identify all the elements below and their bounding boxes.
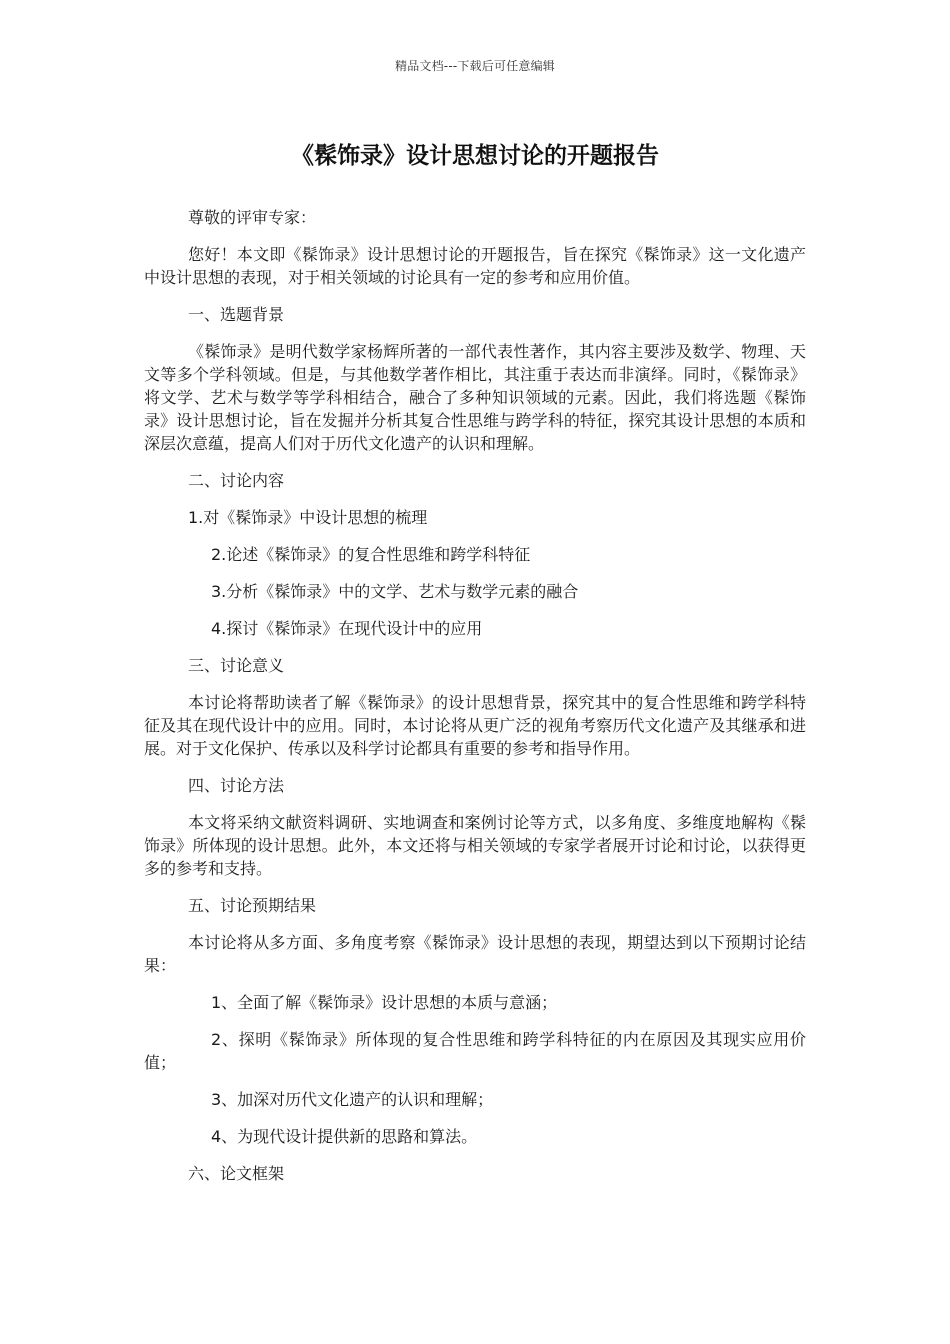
intro-paragraph: 您好！本文即《髹饰录》设计思想讨论的开题报告，旨在探究《髹饰录》这一文化遗产中设计思想的表现，对于相关领域的讨论具有一定的参考和应用价值。 xyxy=(144,245,806,287)
list-item: 4.探讨《髹饰录》在现代设计中的应用 xyxy=(211,619,483,638)
section-heading: 一、选题背景 xyxy=(188,305,285,324)
salutation: 尊敬的评审专家： xyxy=(188,208,317,227)
document-title: 《髹饰录》设计思想讨论的开题报告 xyxy=(291,143,659,169)
body-paragraph: 本文将采纳文献资料调研、实地调查和案例讨论等方式，以多角度、多维度地解构《髹饰录》所体现的设计思想。此外，本文还将与相关领域的专家学者展开讨论和讨论，以获得更多的参考和支持。 xyxy=(144,813,806,878)
body-paragraph: 本讨论将从多方面、多角度考察《髹饰录》设计思想的表现，期望达到以下预期讨论结果： xyxy=(144,933,806,975)
section-heading: 三、讨论意义 xyxy=(188,656,285,675)
list-item: 4、为现代设计提供新的思路和算法。 xyxy=(211,1127,478,1146)
body-paragraph: 本讨论将帮助读者了解《髹饰录》的设计思想背景，探究其中的复合性思维和跨学科特征及其在现代设计中的应用。同时，本讨论将从更广泛的视角考察历代文化遗产及其继承和进展。对于文化保护、传承以及科学讨论都具有重要的参考和指导作用。 xyxy=(144,693,806,758)
list-item: 2.论述《髹饰录》的复合性思维和跨学科特征 xyxy=(211,545,531,564)
header-note: 精品文档---下载后可任意编辑 xyxy=(395,59,555,73)
body-paragraph: 《髹饰录》是明代数学家杨辉所著的一部代表性著作，其内容主要涉及数学、物理、天文等多个学科领域。但是，与其他数学著作相比，其注重于表达而非演绎。同时，《髹饰录》将文学、艺术与数学等学科相结合，融合了多种知识领域的元素。因此，我们将选题《髹饰录》设计思想讨论，旨在发掘并分析其复合性思维与跨学科的特征，探究其设计思想的本质和深层次意蕴，提高人们对于历代文化遗产的认识和理解。 xyxy=(144,342,806,453)
list-item: 1.对《髹饰录》中设计思想的梳理 xyxy=(188,508,428,527)
section-heading: 五、讨论预期结果 xyxy=(188,896,317,915)
section-heading: 六、论文框架 xyxy=(188,1164,285,1183)
list-item: 1、全面了解《髹饰录》设计思想的本质与意涵； xyxy=(211,993,558,1012)
list-item: 2、探明《髹饰录》所体现的复合性思维和跨学科特征的内在原因及其现实应用价值； xyxy=(144,1030,806,1072)
document-body xyxy=(144,206,806,1199)
list-item: 3.分析《髹饰录》中的文学、艺术与数学元素的融合 xyxy=(211,582,579,601)
section-heading: 二、讨论内容 xyxy=(188,471,285,490)
section-heading: 四、讨论方法 xyxy=(188,776,285,795)
list-item: 3、加深对历代文化遗产的认识和理解； xyxy=(211,1090,494,1109)
